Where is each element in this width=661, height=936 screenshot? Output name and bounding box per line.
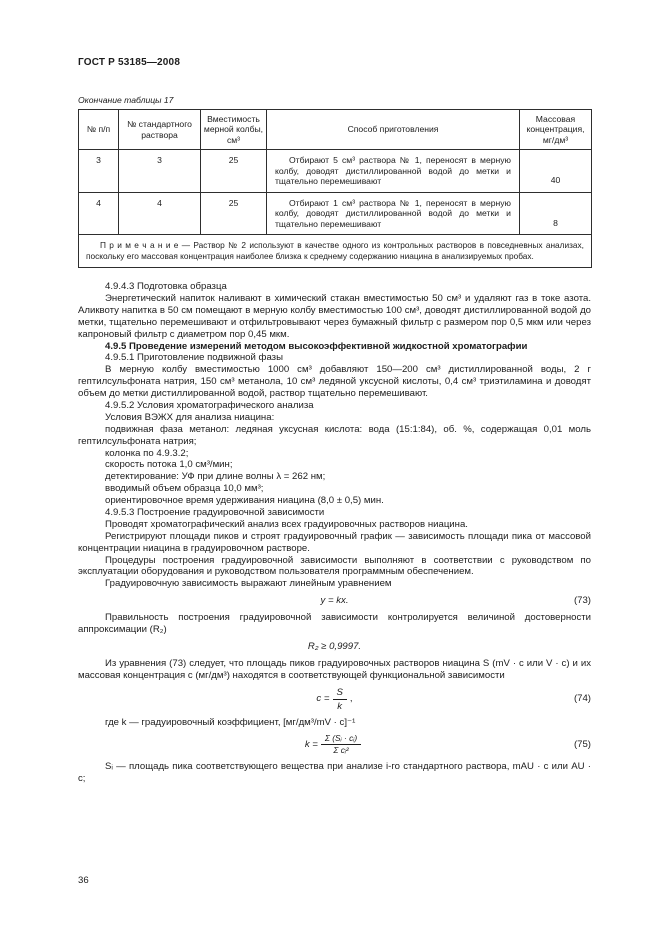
document-body	[78, 281, 591, 785]
paragraph-sample-preparation: Энергетический напиток наливают в химический стакан вместимостью 50 см³ и удаляют газ в токе азота. Аликвоту напитка в 50 см помещают в мерную колбу вместимостью 100 см³, доводят дистиллированной водой до метки, тщательно перемешивают и отфильтровывают через бумажный фильтр с размером пор 0,5 мкм или через капроновый фильтр с диаметром пор 0,45 мкм.	[78, 292, 591, 340]
list-item-column: колонка по 4.9.3.2;	[105, 447, 189, 459]
table-header-row	[79, 110, 592, 150]
paragraph-mobile-phase: В мерную колбу вместимостью 1000 см³ добавляют 150—200 см³ дистиллированной воды, 2 г гептилсульфоната натрия, 150 см³ метанола, 10 см³ ледяной уксусной кислоты, 0,4 см³ триэтиламина и доводят объем до метки дистиллированной водой, раствор тщательно перемешивают.	[78, 364, 591, 400]
col-header-flask-volume: Вместимость мерной колбы, см³	[201, 110, 267, 150]
list-item-injection-volume: вводимый объем образца 10,0 мм³;	[105, 483, 264, 495]
paragraph-approximation: Правильность построения градуировочной зависимости контролируется величиной достоверности аппроксимации (R₂)	[78, 612, 591, 636]
col-header-std-solution: № стандартного раствора	[119, 110, 201, 150]
cell-std-num: 3	[119, 150, 201, 192]
formula-number: (75)	[573, 738, 591, 750]
table-note-row	[79, 235, 592, 268]
formula-expression: R₂ ≥ 0,9997.	[307, 640, 362, 652]
section-heading-4-9-5-3: 4.9.5.3 Построение градуировочной зависимости	[105, 507, 325, 518]
paragraph-linear-equation-intro: Градуировочную зависимость выражают линейным уравнением	[105, 578, 392, 590]
formula-r2	[78, 641, 591, 653]
list-item-flow-rate: скорость потока 1,0 см³/мин;	[105, 459, 233, 471]
fraction-numerator: S	[333, 687, 347, 700]
list-item-mobile-phase: подвижная фаза метанол: ледяная уксусная кислота: вода (15:1:84), об. %, содержащая 0,01 моль гептилсульфоната натрия;	[78, 423, 591, 447]
section-heading-4-9-4-3: 4.9.4.3 Подготовка образца	[105, 281, 227, 293]
fraction-denominator: Σ cᵢ²	[333, 745, 349, 756]
fraction	[321, 734, 361, 756]
table-row	[79, 192, 592, 234]
formula-73	[78, 595, 591, 607]
formula-lhs: k =	[304, 738, 318, 750]
formula-75	[78, 734, 591, 756]
fraction	[333, 687, 347, 712]
fraction-numerator: Σ (Sᵢ · cᵢ)	[321, 734, 361, 746]
table-note: П р и м е ч а н и е — Раствор № 2 используют в качестве одного из контрольных растворов в повседневных анализах, поскольку его массовая концентрация наиболее близка к среднему содержанию ниацина в анализируемых пробах.	[79, 235, 592, 268]
col-header-concentration: Массовая концентрация, мг/дм³	[520, 110, 592, 150]
cell-concentration: 40	[520, 150, 592, 192]
paragraph-hplc-conditions-intro: Условия ВЭЖХ для анализа ниацина:	[105, 411, 275, 423]
cell-num: 3	[79, 150, 119, 192]
table-row	[79, 150, 592, 192]
formula-expression	[316, 687, 352, 712]
formula-number: (74)	[573, 693, 591, 705]
page-number: 36	[78, 875, 89, 886]
doc-number: ГОСТ Р 53185—2008	[78, 57, 181, 68]
list-item-retention-time: ориентировочное время удерживания ниацина (8,0 ± 0,5) мин.	[105, 495, 384, 507]
section-heading-4-9-5-2: 4.9.5.2 Условия хроматографического анализа	[105, 399, 314, 411]
paragraph-coefficient-definition: где k — градуировочный коэффициент, [мг/дм³/mV · с]⁻¹	[105, 716, 356, 728]
paragraph-calibration-procedures: Процедуры построения градуировочной зависимости выполняют в соответствии с руководством по эксплуатации оборудования и руководством пользователя программным обеспечением.	[78, 554, 591, 578]
table-17-continuation	[78, 109, 592, 268]
cell-volume: 25	[201, 150, 267, 192]
list-item-detection: детектирование: УФ при длине волны λ = 262 нм;	[105, 471, 326, 483]
col-header-method: Способ приготовления	[267, 110, 520, 150]
section-heading-4-9-5: 4.9.5 Проведение измерений методом высокоэффективной жидкостной хроматографии	[105, 340, 528, 352]
cell-volume: 25	[201, 192, 267, 234]
formula-expression	[305, 734, 364, 756]
cell-method: Отбирают 5 см³ раствора № 1, переносят в мерную колбу, доводят дистиллированной водой до метки и тщательно перемешивают	[267, 150, 520, 192]
cell-num: 4	[79, 192, 119, 234]
formula-74	[78, 687, 591, 712]
fraction-denominator: k	[337, 700, 343, 712]
paragraph-equation-73-consequence: Из уравнения (73) следует, что площадь пиков градуировочных растворов ниацина S (mV · с или V · с) и их массовая концентрация с (мг/дм³) находятся в соответствующей функциональной зависимости	[78, 657, 591, 681]
paragraph-si-definition: Sᵢ — площадь пика соответствующего вещества при анализе i-го стандартного раствора, mAU · с или AU · с;	[78, 760, 591, 784]
cell-concentration: 8	[520, 192, 592, 234]
formula-expression: y = kx.	[320, 595, 349, 607]
cell-method: Отбирают 1 см³ раствора № 1, переносят в мерную колбу, доводят дистиллированной водой до метки и тщательно перемешивают	[267, 192, 520, 234]
formula-lhs: c =	[316, 693, 330, 705]
formula-number: (73)	[573, 595, 591, 607]
section-heading-4-9-5-1: 4.9.5.1 Приготовление подвижной фазы	[105, 352, 283, 364]
col-header-num: № п/п	[79, 110, 119, 150]
table-caption: Окончание таблицы 17	[78, 95, 174, 105]
paragraph-calibration-analysis: Проводят хроматографический анализ всех градуировочных растворов ниацина.	[105, 518, 468, 530]
paragraph-calibration-graph: Регистрируют площади пиков и строят градуировочный график — зависимость площади пика от массовой концентрации ниацина в градуировочном растворе.	[78, 530, 591, 554]
formula-tail: ,	[349, 693, 353, 705]
cell-std-num: 4	[119, 192, 201, 234]
